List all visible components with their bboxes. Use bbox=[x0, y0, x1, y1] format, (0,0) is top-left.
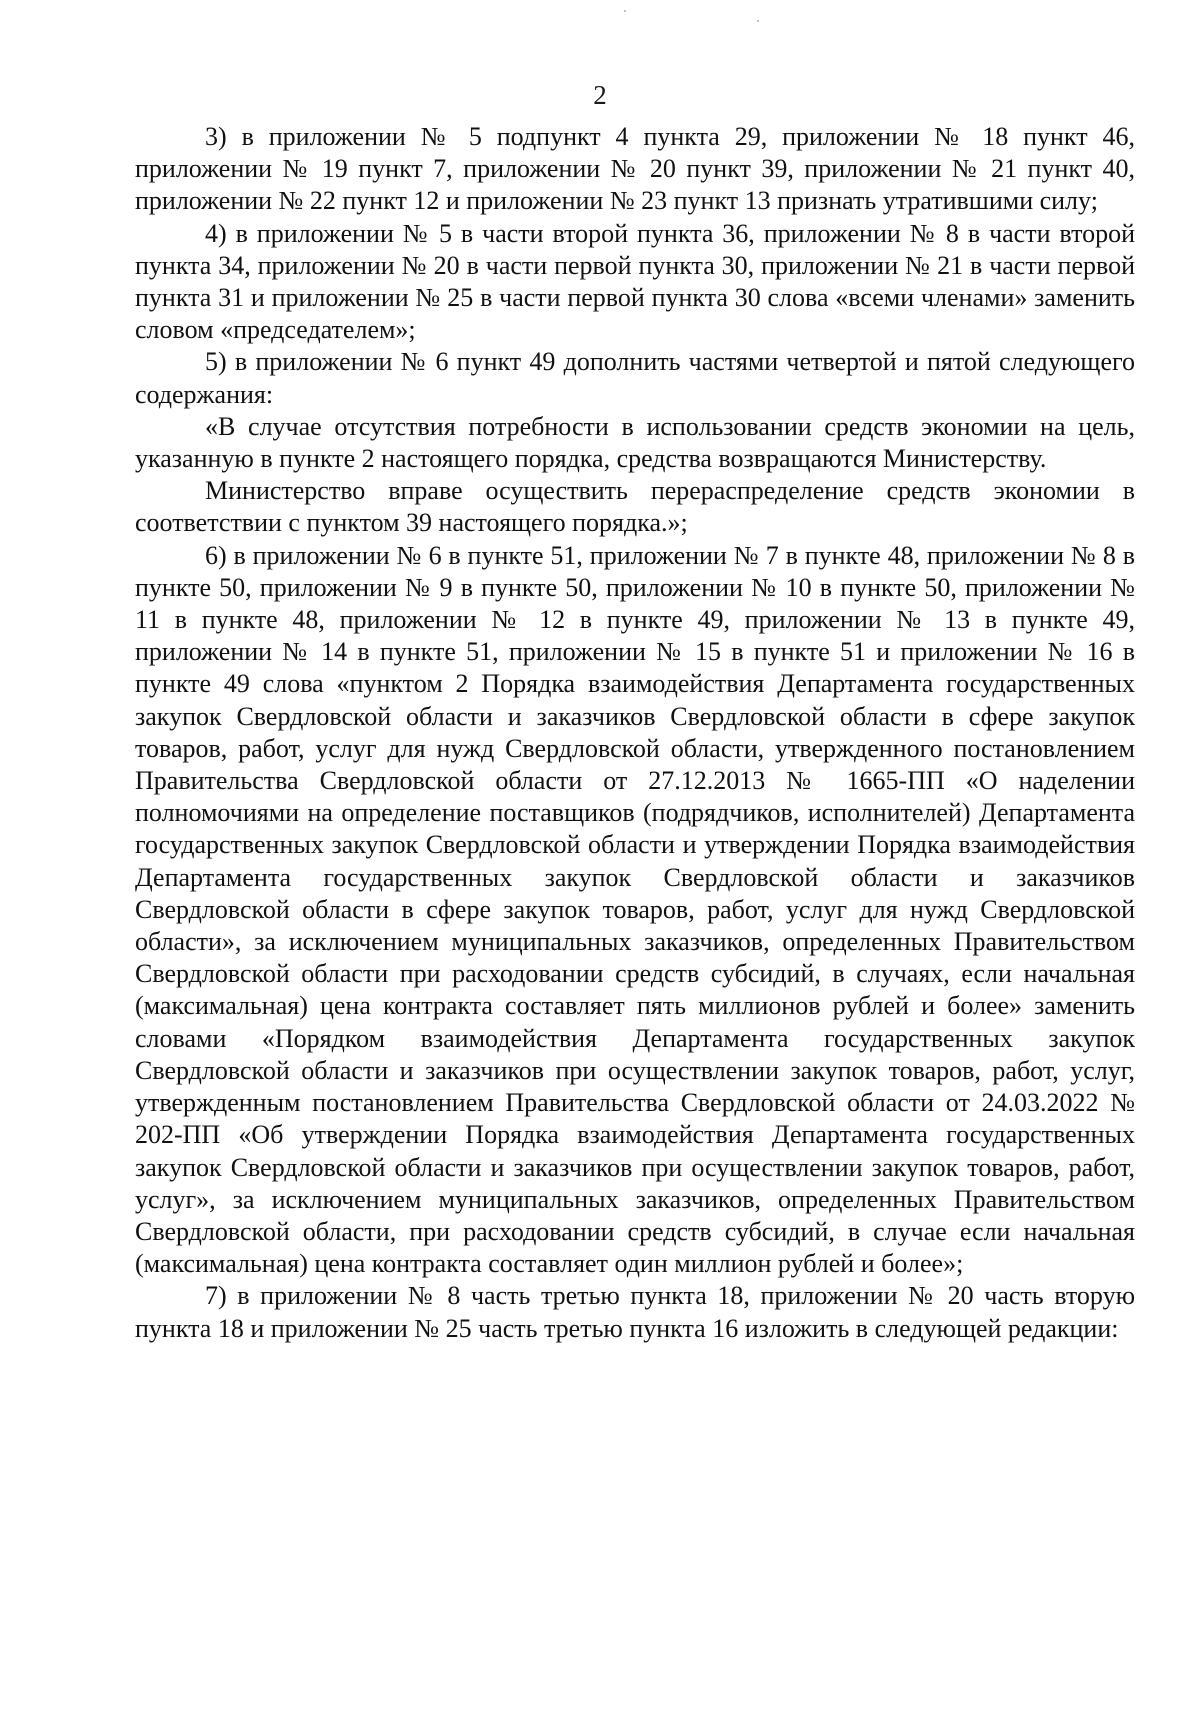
paragraph-item-5: 5) в приложении № 6 пункт 49 дополнить частями четвертой и пятой следующего содержания: bbox=[135, 347, 1135, 409]
scan-speck bbox=[757, 20, 759, 22]
paragraph-item-4: 4) в приложении № 5 в части второй пункта 36, приложении № 8 в части второй пункта 34, приложении № 20 в части первой пункта 30, приложении № 21 в части первой пункта 31 и приложении № 25 в части первой пункта 30 слова «всеми членами» заменить словом «председателем»; bbox=[135, 218, 1135, 345]
page-number: 2 bbox=[593, 80, 607, 110]
quoted-paragraph-1: «В случае отсутствия потребности в использовании средств экономии на цель, указанную в пункте 2 настоящего порядка, средства возвращаются Министерству. bbox=[135, 411, 1135, 474]
paragraph-item-7: 7) в приложении № 8 часть третью пункта 18, приложении № 20 часть вторую пункта 18 и приложении № 25 часть третью пункта 16 изложить в следующей редакции: bbox=[135, 1281, 1135, 1343]
quoted-paragraph-2: Министерство вправе осуществить перераспределение средств экономии в соответствии с пунктом 39 настоящего порядка.»; bbox=[135, 476, 1135, 538]
scan-speck bbox=[624, 10, 626, 12]
paragraph-item-6: 6) в приложении № 6 в пункте 51, приложении № 7 в пункте 48, приложении № 8 в пункте 50, приложении № 9 в пункте 50, приложении № 10 в пункте 50, приложении № 11 в пункте 48, приложении № 12 в пункте 49, приложении № 13 в пункте 49, приложении № 14 в пункте 51, приложении № 15 в пункте 51 и приложении № 16 в пункте 49 слова «пунктом 2 Порядка взаимодействия Департамента государственных закупок Свердловской области и заказчиков Свердловской области в сфере закупок товаров, работ, услуг для нужд Свердловской области, утвержденного постановлением Правительства Свердловской области от 27.12.2013 № 1665-ПП «О наделении полномочиями на определение поставщиков (подрядчиков, исполнителей) Департамента государственных закупок Свердловской области и утверждении Порядка взаимодействия Департамента государственных закупок Свердловской области и заказчиков Свердловской области в сфере закупок товаров, работ, услуг для нужд Свердловской области», за исключением муниципальных заказчиков, определенных Правительством Свердловской области при расходовании средств субсидий, в случаях, если начальная (максимальная) цена контракта составляет пять миллионов рублей и более» заменить словами «Порядком взаимодействия Департамента государственных закупок Свердловской области и заказчиков при осуществлении закупок товаров, работ, услуг, утвержденным постановлением Правительства Свердловской области от 24.03.2022 № 202-ПП «Об утверждении Порядка взаимодействия Департамента государственных закупок Свердловской области и заказчиков при осуществлении закупок товаров, работ, услуг», за исключением муниципальных заказчиков, определенных Правительством Свердловской области, при расходовании средств субсидий, в случае если начальная (максимальная) цена контракта составляет один миллион рублей и более»; bbox=[135, 540, 1135, 1279]
document-body bbox=[135, 121, 1135, 1345]
paragraph-item-3: 3) в приложении № 5 подпункт 4 пункта 29, приложении № 18 пункт 46, приложении № 19 пункт 7, приложении № 20 пункт 39, приложении № 21 пункт 40, приложении № 22 пункт 12 и приложении № 23 пункт 13 признать утратившими силу; bbox=[135, 122, 1135, 216]
